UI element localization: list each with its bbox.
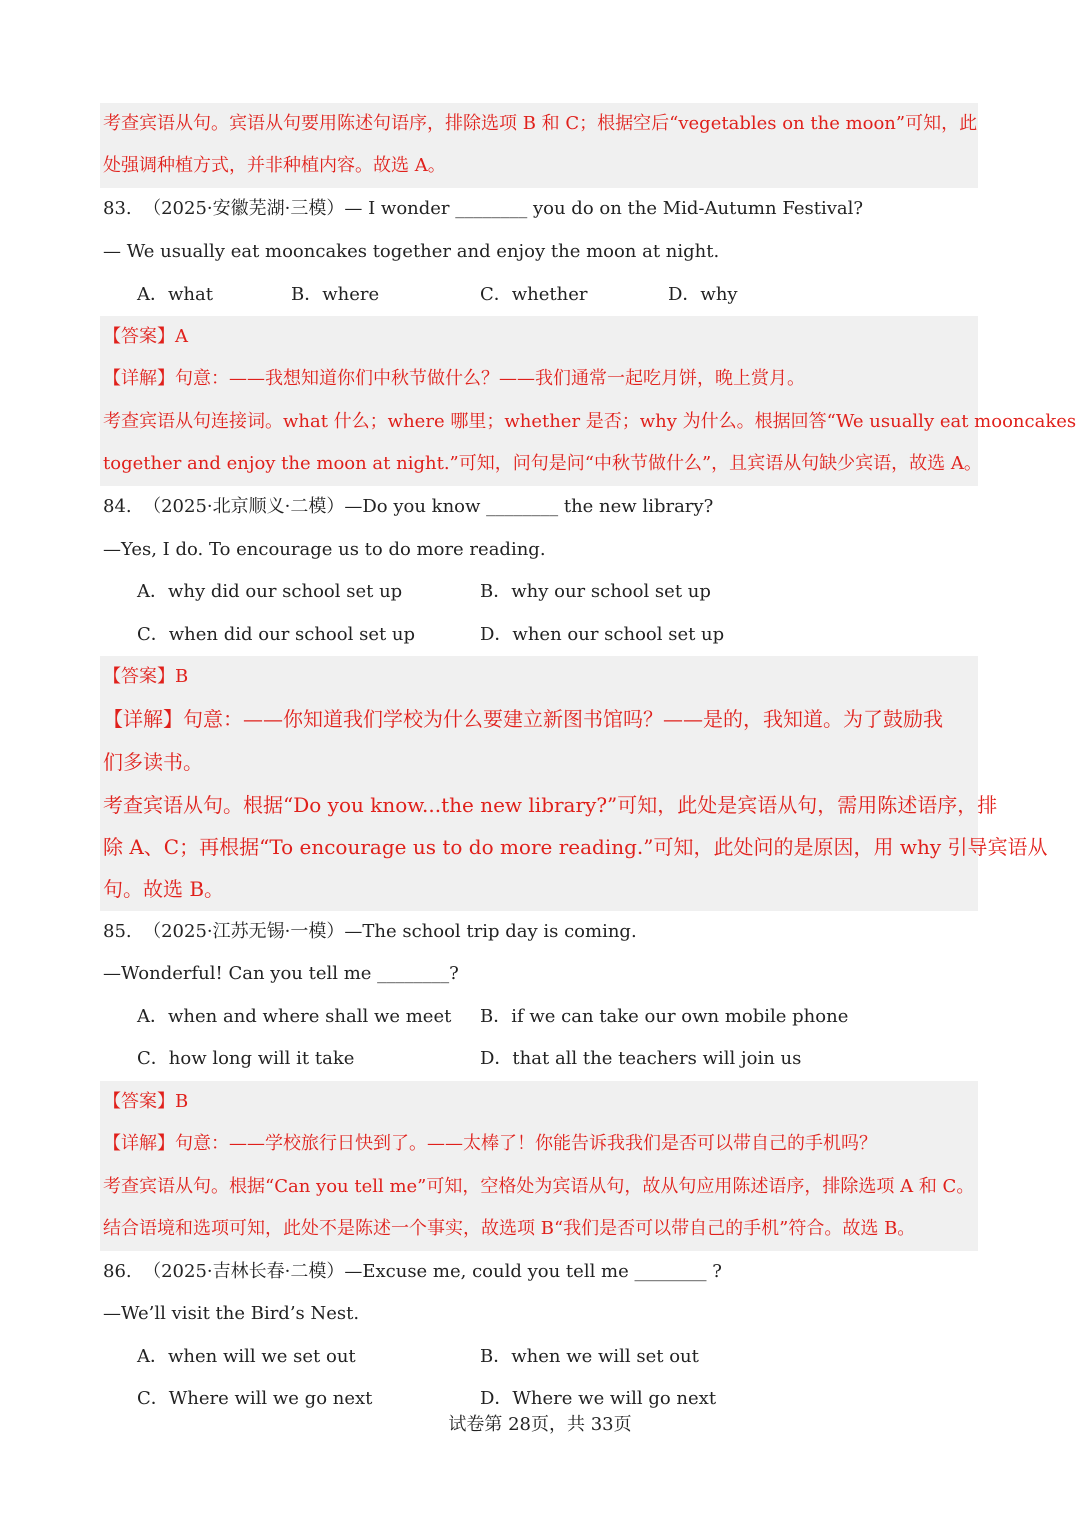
question-source: （2025·吉林长春·二模） bbox=[143, 1261, 345, 1282]
analysis-line: 考查宾语从句连接词。what 什么；where 哪里；whether 是否；why 为什么。根据回答“We usually eat mooncakes bbox=[103, 411, 1077, 432]
detail-text: 【详解】句意：——你知道我们学校为什么要建立新图书馆吗？——是的，我知道。为了鼓励我 bbox=[103, 707, 943, 731]
option-a: A．when and where shall we meet bbox=[137, 1006, 452, 1027]
question-84-stem bbox=[103, 494, 713, 520]
question-number: 84. bbox=[103, 496, 132, 517]
option-a: A．what bbox=[137, 284, 213, 305]
prev-explanation-line: 处强调种植方式，并非种植内容。故选 A。 bbox=[103, 155, 446, 176]
detail-text: 【详解】句意：——学校旅行日快到了。——太棒了！你能告诉我我们是否可以带自己的手机吗？ bbox=[103, 1133, 877, 1154]
question-86-stem bbox=[103, 1259, 722, 1285]
question-source: （2025·江苏无锡·一模） bbox=[143, 921, 345, 942]
question-number: 83. bbox=[103, 198, 132, 219]
detail-text: 【详解】句意：——我想知道你们中秋节做什么？——我们通常一起吃月饼，晚上赏月。 bbox=[103, 368, 805, 389]
answer-label: 【答案】B bbox=[103, 1091, 189, 1112]
option-b: B．when we will set out bbox=[480, 1346, 699, 1367]
question-source: （2025·北京顺义·二模） bbox=[143, 496, 345, 517]
question-source: （2025·安徽芜湖·三模） bbox=[143, 198, 345, 219]
page-footer: 试卷第 28页，共 33页 bbox=[448, 1414, 632, 1435]
option-d: D．Where we will go next bbox=[480, 1388, 717, 1409]
prev-explanation-line: 考查宾语从句。宾语从句要用陈述句语序，排除选项 B 和 C；根据空后“vegetables on the moon”可知，此 bbox=[103, 113, 978, 134]
question-text: —Do you know ________ the new library? bbox=[344, 496, 714, 517]
analysis-line: 考查宾语从句。根据“Can you tell me”可知，空格处为宾语从句，故从句应用陈述语序，排除选项 A 和 C。 bbox=[103, 1176, 975, 1197]
option-b: B．if we can take our own mobile phone bbox=[480, 1006, 849, 1027]
answer-label: 【答案】B bbox=[103, 666, 189, 687]
question-84-reply: —Yes, I do. To encourage us to do more reading. bbox=[103, 539, 546, 560]
question-85-reply: —Wonderful! Can you tell me ________? bbox=[103, 963, 459, 984]
option-c: C．whether bbox=[480, 284, 588, 305]
question-number: 86. bbox=[103, 1261, 132, 1282]
question-number: 85. bbox=[103, 921, 132, 942]
option-b: B．why our school set up bbox=[480, 581, 711, 602]
question-text: —Excuse me, could you tell me ________ ? bbox=[344, 1261, 722, 1282]
question-86-reply: —We’ll visit the Bird’s Nest. bbox=[103, 1303, 360, 1324]
analysis-line: 结合语境和选项可知，此处不是陈述一个事实，故选项 B“我们是否可以带自己的手机”符合。故选 B。 bbox=[103, 1218, 916, 1239]
option-d: D．why bbox=[668, 284, 738, 305]
question-85-stem bbox=[103, 919, 637, 945]
option-d: D．when our school set up bbox=[480, 624, 725, 645]
option-a: A．when will we set out bbox=[137, 1346, 356, 1367]
option-a: A．why did our school set up bbox=[137, 581, 403, 602]
analysis-line: 除 A、C；再根据“To encourage us to do more reading.”可知，此处问的是原因，用 why 引导宾语从 bbox=[103, 835, 1048, 859]
answer-label: 【答案】A bbox=[103, 326, 188, 347]
option-c: C．Where will we go next bbox=[137, 1388, 373, 1409]
question-83-stem bbox=[103, 196, 863, 222]
question-text: —The school trip day is coming. bbox=[344, 921, 637, 942]
option-d: D．that all the teachers will join us bbox=[480, 1048, 802, 1069]
detail-text: 们多读书。 bbox=[103, 750, 203, 774]
analysis-line: 考查宾语从句。根据“Do you know...the new library?”可知，此处是宾语从句，需用陈述语序，排 bbox=[103, 793, 998, 817]
analysis-line: 句。故选 B。 bbox=[103, 877, 225, 901]
option-b: B．where bbox=[291, 284, 380, 305]
option-c: C．how long will it take bbox=[137, 1048, 355, 1069]
question-83-reply: — We usually eat mooncakes together and enjoy the moon at night. bbox=[103, 241, 720, 262]
question-text: — I wonder ________ you do on the Mid-Autumn Festival? bbox=[344, 198, 864, 219]
answer-box-84 bbox=[100, 656, 978, 911]
analysis-line: together and enjoy the moon at night.”可知，问句是问“中秋节做什么”，且宾语从句缺少宾语，故选 A。 bbox=[103, 453, 982, 474]
option-c: C．when did our school set up bbox=[137, 624, 416, 645]
